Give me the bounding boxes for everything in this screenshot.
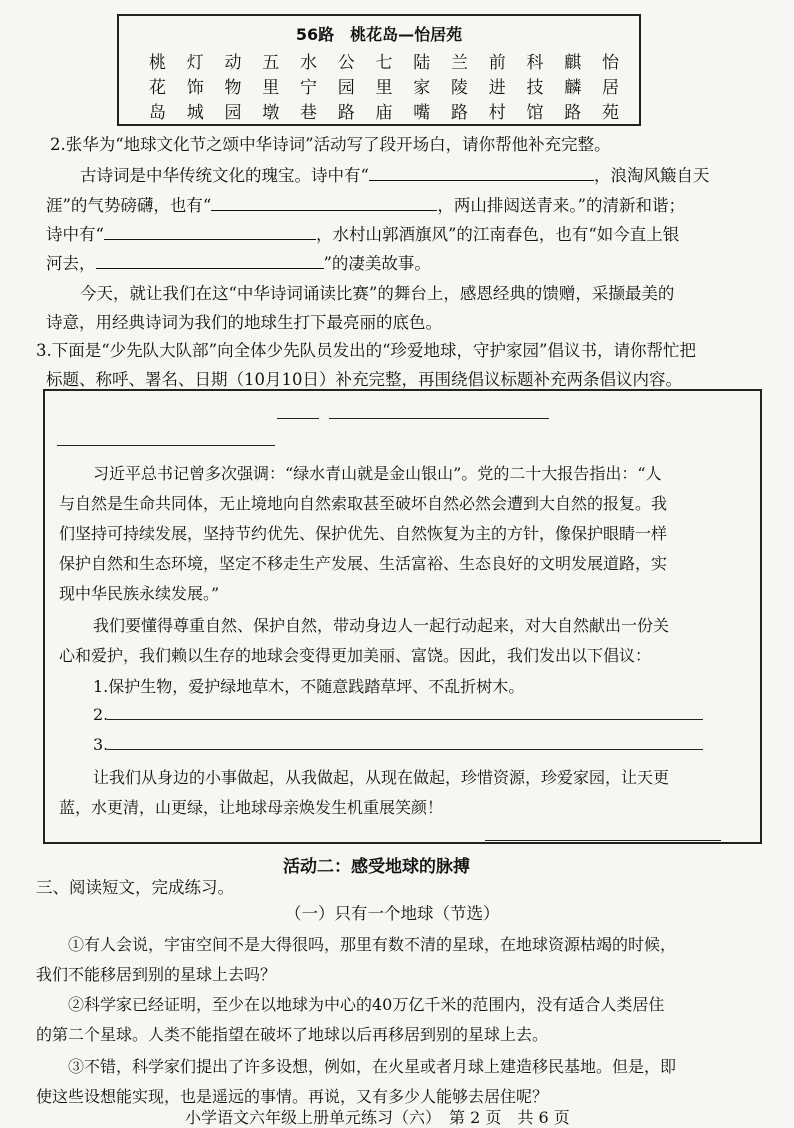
stop-char: 路 <box>564 103 582 123</box>
signature-date-blank-line[interactable] <box>485 840 721 841</box>
route-title: 56路 桃花岛—怡居苑 <box>295 25 463 44</box>
stop-char: 麒 <box>564 53 582 73</box>
stop-char: 物 <box>224 78 242 98</box>
stop-char: 花 <box>149 78 166 98</box>
proposal-item-2-blank[interactable] <box>107 719 703 720</box>
stop-char: 公 <box>337 53 355 73</box>
passage-line: ③不错，科学家们提出了许多设想，例如，在火星或者月球上建造移民基地。但是，即 <box>68 1057 677 1076</box>
q2-text: 涯”的气势磅礴，也有“ <box>46 196 212 215</box>
proposal-closing: 让我们从身边的小事做起，从我做起，从现在做起，珍惜资源，珍爱家园，让天更 <box>93 768 670 787</box>
stop-char: 陵 <box>451 78 468 98</box>
proposal-line: 保护自然和生态环境，坚定不移走生产发展、生活富裕、生态良好的文明发展道路，实 <box>59 554 668 573</box>
stop-char: 进 <box>488 78 506 98</box>
salutation-blank-line[interactable] <box>57 445 275 446</box>
stop-char: 兰 <box>451 53 468 73</box>
question-3-prompt: 3.下面是“少先队大队部”向全体少先队员发出的“珍爱地球，守护家园”倡议书，请你帮忙把 <box>36 341 696 360</box>
title-blank-line[interactable] <box>329 418 549 419</box>
proposal-item-3-label: 3. <box>93 735 109 754</box>
q2-text: ”的凄美故事。 <box>323 254 431 273</box>
passage-line: ②科学家已经证明，至少在以地球为中心的40万亿千米的范围内，没有适合人类居住 <box>68 995 665 1014</box>
stop-char: 陆 <box>413 53 431 73</box>
stop-char: 灯 <box>186 53 204 73</box>
stop-char: 七 <box>375 53 393 73</box>
stop-char: 水 <box>300 53 317 73</box>
proposal-line: 习近平总书记曾多次强调：“绿水青山就是金山银山”。党的二十大报告指出：“人 <box>93 464 662 483</box>
stop-char: 居 <box>602 78 619 98</box>
stop-char: 里 <box>262 78 280 98</box>
stop-char: 巷 <box>300 103 317 123</box>
stop-char: 墩 <box>262 103 280 123</box>
page-footer: 小学语文六年级上册单元练习（六） 第 2 页 共 6 页 <box>185 1108 570 1127</box>
route-table <box>117 14 641 126</box>
stop-char: 怡 <box>602 53 619 73</box>
proposal-item-2-label: 2. <box>93 705 109 724</box>
question-2-prompt: 2.张华为“地球文化节之颂中华诗词”活动写了段开场白，请你帮他补充完整。 <box>50 135 611 154</box>
proposal-line: 们坚持可持续发展，坚持节约优先、保护优先、自然恢复为主的方针，像保护眼睛一样 <box>59 524 668 543</box>
stop-char: 园 <box>337 78 355 98</box>
route-row-1 <box>149 48 619 73</box>
stop-char: 苑 <box>602 103 619 123</box>
stop-char: 桃 <box>149 53 166 73</box>
stop-char: 嘴 <box>413 103 431 123</box>
stop-char: 科 <box>526 53 544 73</box>
stop-char: 宁 <box>300 78 317 98</box>
q2-text: 诗中有“ <box>46 225 104 244</box>
proposal-closing: 蓝，水更清，山更绿，让地球母亲焕发生机重展笑颜！ <box>59 798 444 817</box>
activity-2-title: 活动二：感受地球的脉搏 <box>283 857 470 877</box>
q2-text: 古诗词是中华传统文化的瑰宝。诗中有“ <box>80 166 369 185</box>
route-row-3 <box>149 98 619 123</box>
proposal-line: 心和爱护，我们赖以生存的地球会变得更加美丽、富饶。因此，我们发出以下倡议： <box>59 646 652 665</box>
q2-text: 河去， <box>46 254 96 273</box>
stop-char: 庙 <box>375 103 393 123</box>
q2-text: ，浪淘风簸自天 <box>593 166 710 185</box>
stop-char: 动 <box>224 53 242 73</box>
proposal-item-3-blank[interactable] <box>107 749 703 750</box>
proposal-item-1: 1.保护生物，爱护绿地草木，不随意践踏草坪、不乱折树木。 <box>93 677 525 696</box>
proposal-line: 我们要懂得尊重自然、保护自然，带动身边人一起行动起来，对大自然献出一份关 <box>93 616 670 635</box>
fill-blank-2[interactable] <box>211 196 437 211</box>
passage-line: 我们不能移居到别的星球上去吗？ <box>36 965 277 984</box>
stop-char: 家 <box>413 78 431 98</box>
stop-char: 五 <box>262 53 280 73</box>
passage-line: ①有人会说，宇宙空间不是大得很吗，那里有数不清的星球，在地球资源枯竭的时候， <box>68 935 677 954</box>
fill-blank-3[interactable] <box>104 225 316 240</box>
fill-blank-4[interactable] <box>96 254 324 269</box>
q2-text: ，两山排闼送青来。”的清新和谐； <box>437 196 686 215</box>
stop-char: 馆 <box>526 103 544 123</box>
question-3-prompt: 标题、称呼、署名、日期（10月10日）补充完整，再围绕倡议标题补充两条倡议内容。 <box>46 370 682 389</box>
stop-char: 路 <box>337 103 355 123</box>
route-row-2 <box>149 73 619 98</box>
q2-line-1 <box>80 166 709 185</box>
q2-paragraph-line: 诗意，用经典诗词为我们的地球生打下最亮丽的底色。 <box>46 313 442 332</box>
passage-line: 的第二个星球。人类不能指望在破坏了地球以后再移居到别的星球上去。 <box>36 1025 549 1044</box>
passage-subtitle: （一）只有一个地球（节选） <box>285 904 500 923</box>
part-3-heading: 三、阅读短文，完成练习。 <box>36 878 234 897</box>
stop-char: 岛 <box>149 103 166 123</box>
q2-line-4 <box>46 254 431 273</box>
stop-char: 园 <box>224 103 242 123</box>
title-blank-line[interactable] <box>277 418 319 419</box>
stop-char: 城 <box>186 103 204 123</box>
proposal-line: 与自然是生命共同体，无止境地向自然索取甚至破坏自然必然会遭到大自然的报复。我 <box>59 494 668 513</box>
q2-line-3 <box>46 225 679 244</box>
stop-char: 村 <box>488 103 506 123</box>
stop-char: 前 <box>488 53 506 73</box>
stop-char: 里 <box>375 78 393 98</box>
passage-line: 使这些设想能实现，也是遥远的事情。再说，又有多少人能够去居住呢？ <box>36 1087 549 1106</box>
stop-char: 技 <box>526 78 544 98</box>
fill-blank-1[interactable] <box>369 166 594 181</box>
stop-char: 麟 <box>564 78 582 98</box>
stop-char: 饰 <box>186 78 204 98</box>
proposal-line: 现中华民族永续发展。” <box>59 584 220 603</box>
stop-char: 路 <box>451 103 468 123</box>
proposal-box <box>43 389 762 844</box>
q2-line-2 <box>46 196 685 215</box>
q2-paragraph-line: 今天，就让我们在这“中华诗词诵读比赛”的舞台上，感恩经典的馈赠，采撷最美的 <box>80 284 675 303</box>
q2-text: ，水村山郭酒旗风”的江南春色，也有“如今直上银 <box>315 225 680 244</box>
